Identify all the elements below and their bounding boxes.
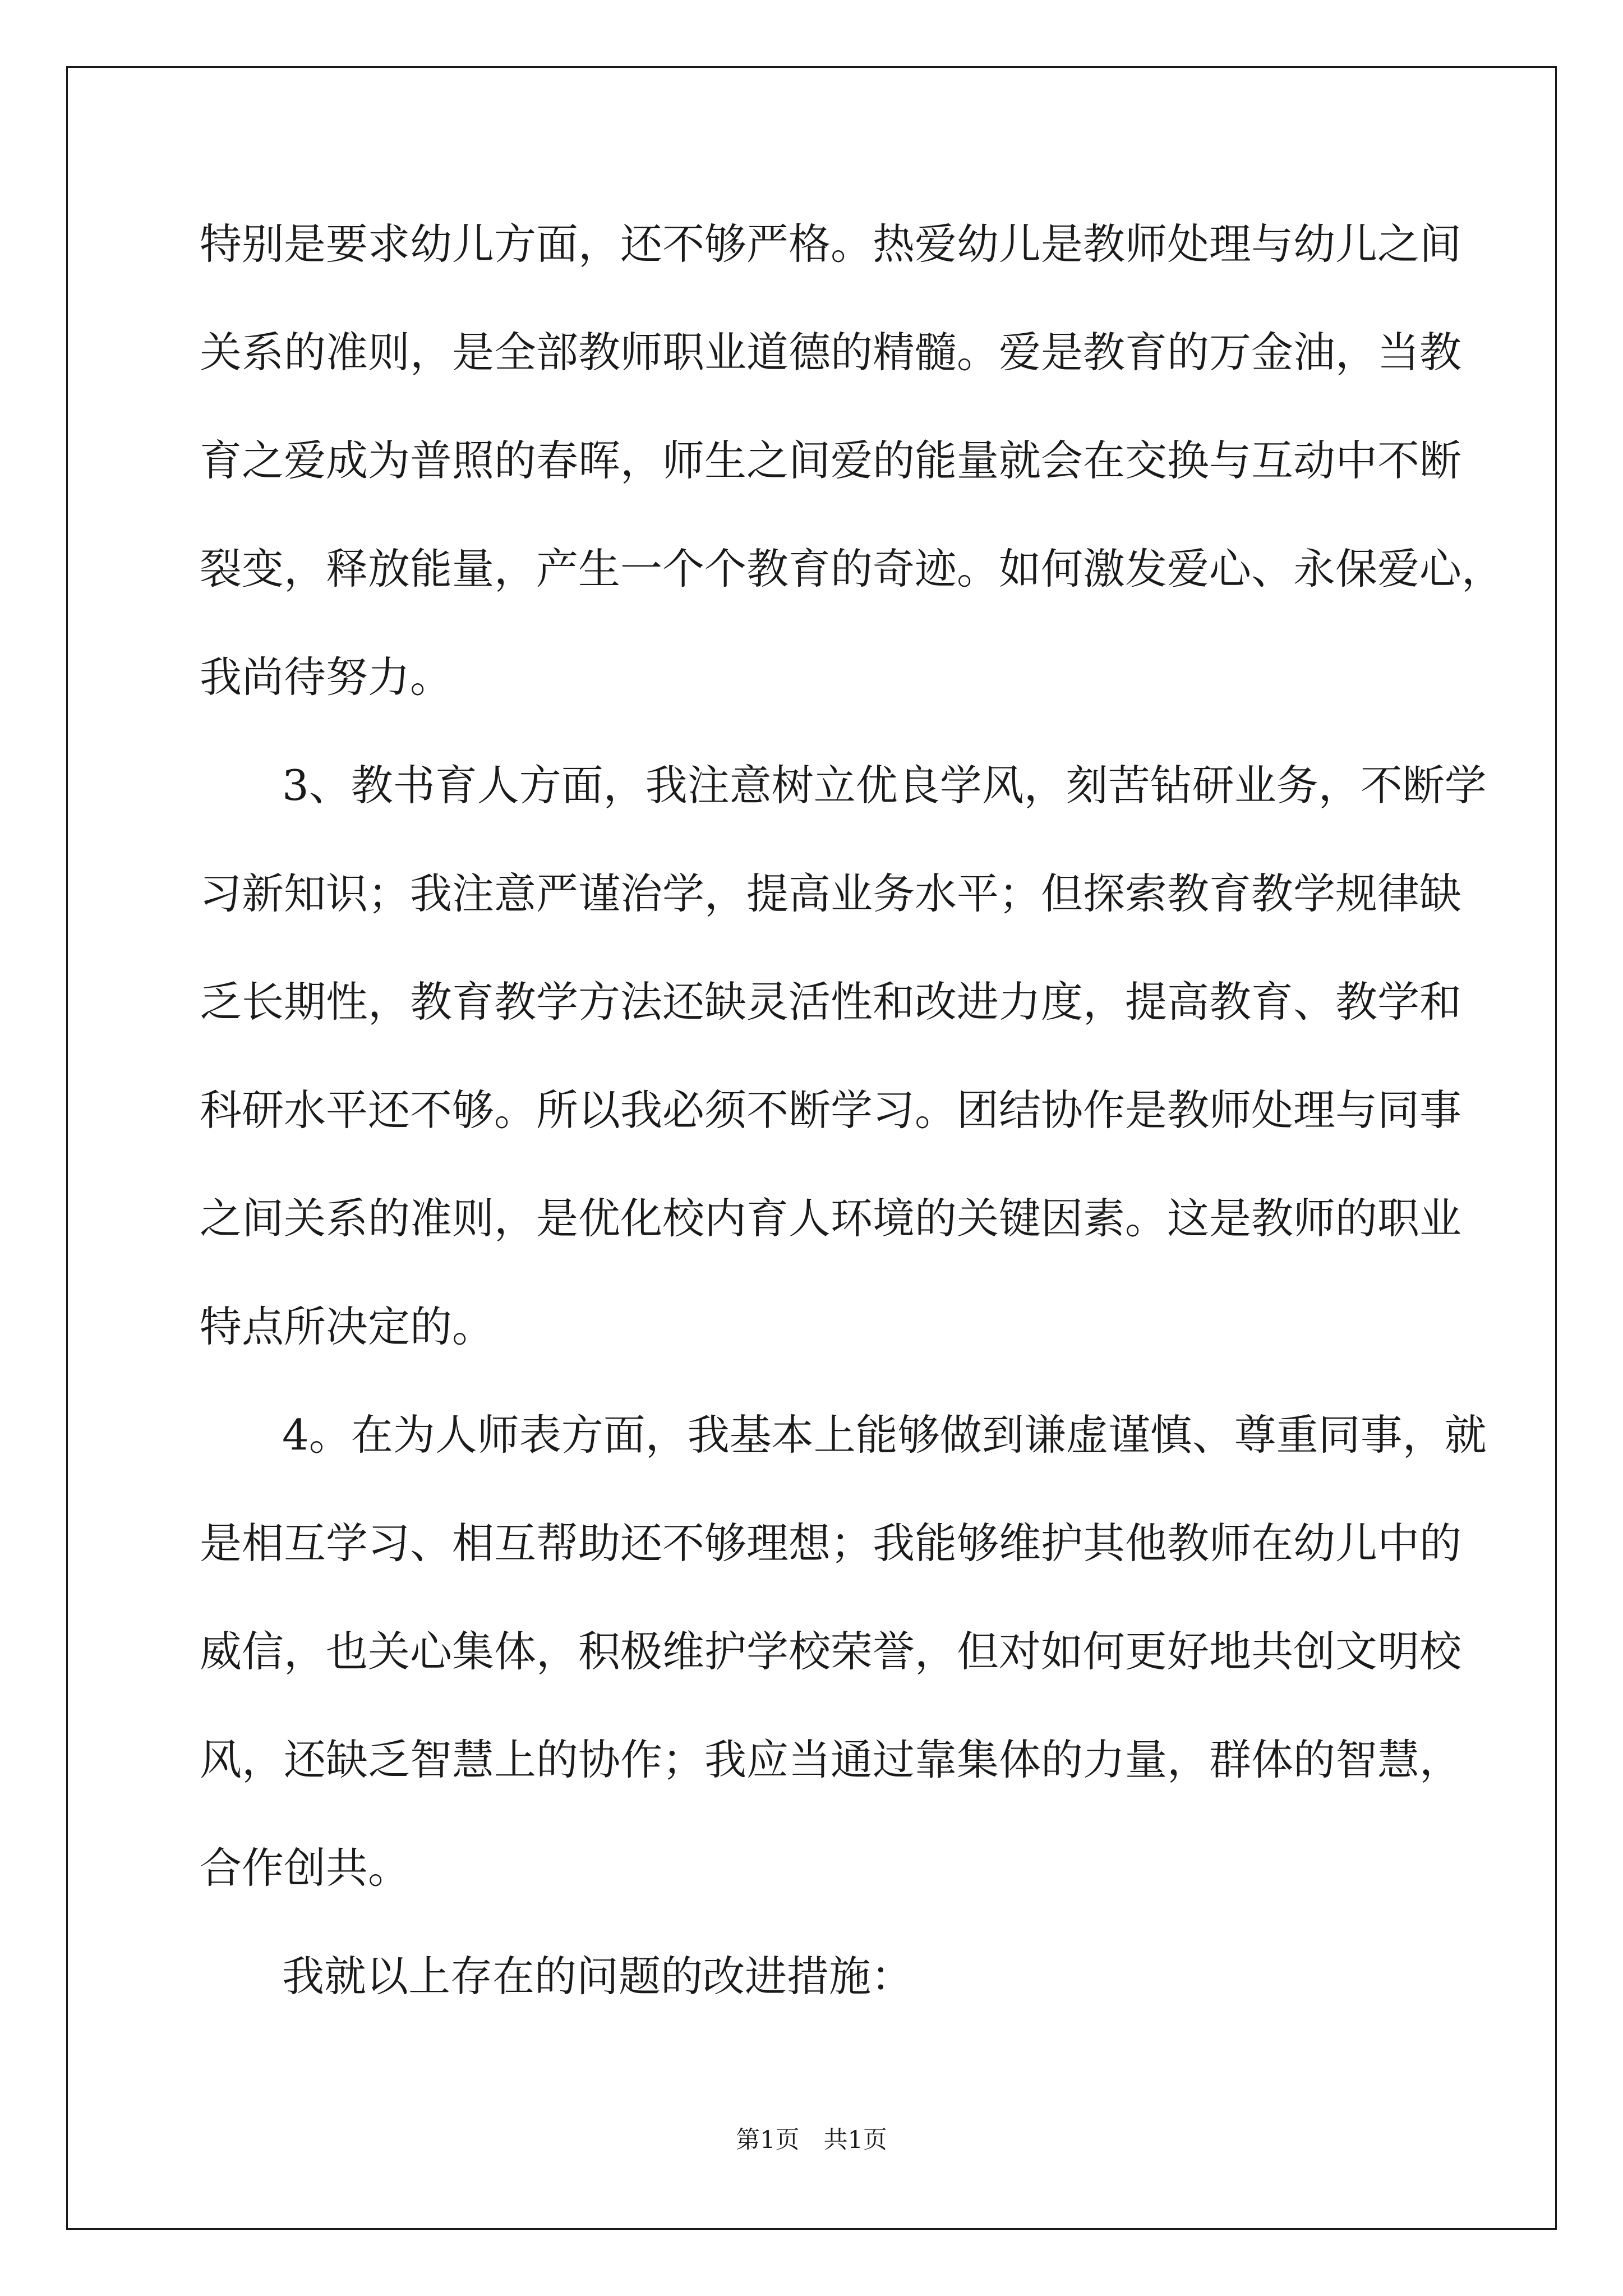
body-line: 合作创共。 (200, 1843, 411, 1893)
body-line: 风，还缺乏智慧上的协作；我应当通过靠集体的力量，群体的智慧， (200, 1735, 1462, 1784)
body-line: 是相互学习、相互帮助还不够理想；我能够维护其他教师在幼儿中的 (200, 1519, 1462, 1568)
body-line: 特点所决定的。 (200, 1302, 495, 1351)
body-line: 4。在为人师表方面，我基本上能够做到谦虚谨慎、尊重同事，就 (282, 1410, 1487, 1460)
body-line: 3、教书育人方面，我注意树立优良学风，刻苦钻研业务，不断学 (282, 761, 1487, 810)
page-footer: 第1页 共1页 (736, 2126, 887, 2154)
body-line: 乏长期性，教育教学方法还缺灵活性和改进力度，提高教育、教学和 (200, 977, 1462, 1027)
body-line: 裂变，释放能量，产生一个个教育的奇迹。如何激发爱心、永保爱心， (200, 544, 1504, 593)
body-line: 育之爱成为普照的春晖，师生之间爱的能量就会在交换与互动中不断 (200, 436, 1462, 485)
body-line: 之间关系的准则，是优化校内育人环境的关键因素。这是教师的职业 (200, 1194, 1462, 1243)
body-line: 科研水平还不够。所以我必须不断学习。团结协作是教师处理与同事 (200, 1085, 1462, 1135)
body-line: 威信，也关心集体，积极维护学校荣誉，但对如何更好地共创文明校 (200, 1627, 1462, 1676)
body-line: 习新知识；我注意严谨治学，提高业务水平；但探索教育教学规律缺 (200, 869, 1462, 918)
page-border (66, 66, 1557, 2230)
body-line: 关系的准则，是全部教师职业道德的精髓。爱是教育的万金油，当教 (200, 328, 1462, 377)
body-line: 特别是要求幼儿方面，还不够严格。热爱幼儿是教师处理与幼儿之间 (200, 219, 1462, 269)
body-line: 我就以上存在的问题的改进措施： (282, 1952, 914, 2001)
body-line: 我尚待努力。 (200, 652, 453, 702)
